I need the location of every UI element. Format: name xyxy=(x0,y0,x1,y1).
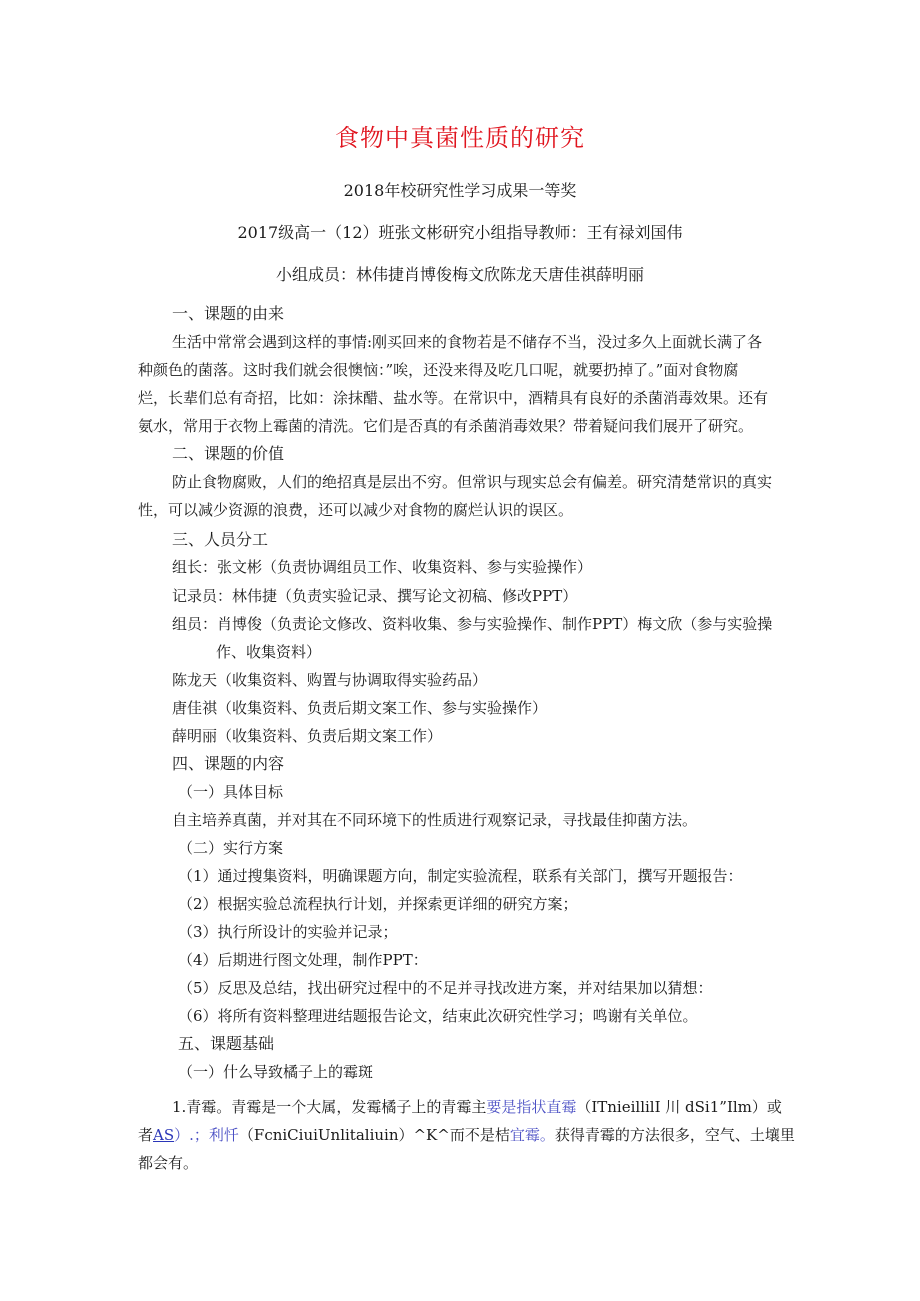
text-run: （ITnieillilI 川 dSi1”Ilm）或 xyxy=(576,1098,782,1116)
paragraph-line xyxy=(172,1097,782,1117)
role-tang: 唐佳祺（收集资料、负责后期文案工作、参与实验操作） xyxy=(172,699,548,717)
group-info-line: 2017级高一（12）班张文彬研究小组指导教师：王有禄刘国伟 xyxy=(237,223,683,242)
plan-step: （3）执行所设计的实验并记录； xyxy=(178,923,398,941)
hyperlink[interactable]: AS xyxy=(153,1126,175,1144)
members-line: 小组成员：林伟捷肖博俊梅文欣陈龙天唐佳祺薛明丽 xyxy=(275,265,644,284)
role-members-cont: 作、收集资料） xyxy=(216,643,322,661)
goal-text: 自主培养真菌，并对其在不同环境下的性质进行观察记录，寻找最佳抑菌方法。 xyxy=(172,811,698,829)
text-run: （FcniCiuiUnlitaliuin）^K^而不是桔 xyxy=(238,1126,510,1144)
paragraph-line: 种颜色的菌落。这时我们就会很懊恼：”唉，还没来得及吃几口呢，就要扔掉了。”面对食物腐 xyxy=(138,361,739,379)
subheading-goal: （一）具体目标 xyxy=(178,783,284,801)
highlighted-term: 宜霉。 xyxy=(509,1126,555,1144)
section-heading-division: 三、人员分工 xyxy=(172,530,269,549)
subheading-plan: （二）实行方案 xyxy=(178,839,284,857)
paragraph-line: 都会有。 xyxy=(138,1154,199,1172)
paragraph-line: 烂，长辈们总有奇招，比如：涂抹醋、盐水等。在常识中，酒精具有良好的杀菌消毒效果。还有 xyxy=(138,389,769,407)
section-heading-content: 四、课题的内容 xyxy=(172,754,285,773)
role-leader: 组长：张文彬（负责协调组员工作、收集资料、参与实验操作） xyxy=(172,558,593,576)
plan-step: （1）通过搜集资料，明确课题方向，制定实验流程，联系有关部门，撰写开题报告： xyxy=(178,867,743,885)
highlighted-term: 要是指状直霉 xyxy=(486,1098,577,1116)
plan-step: （5）反思及总结，找出研究过程中的不足并寻找改进方案，并对结果加以猜想： xyxy=(178,979,713,997)
highlighted-term: ）.；利忏 xyxy=(174,1126,239,1144)
section-heading-origin: 一、课题的由来 xyxy=(172,304,285,323)
paragraph-line: 氨水，常用于衣物上霉菌的清洗。它们是否真的有杀菌消毒效果？带着疑问我们展开了研究。 xyxy=(138,417,754,435)
role-xue: 薛明丽（收集资料、负责后期文案工作） xyxy=(172,727,443,745)
role-chen: 陈龙天（收集资料、购置与协调取得实验药品） xyxy=(172,671,488,689)
plan-step: （2）根据实验总流程执行计划，并探索更详细的研究方案； xyxy=(178,895,578,913)
subheading-mold-cause: （一）什么导致橘子上的霉斑 xyxy=(178,1063,374,1081)
role-members: 组员：肖博俊（负责论文修改、资料收集、参与实验操作、制作PPT）梅文欣（参与实验操 xyxy=(172,615,773,633)
award-line: 2018年校研究性学习成果一等奖 xyxy=(343,181,577,200)
plan-step: （6）将所有资料整理进结题报告论文，结束此次研究性学习；鸣谢有关单位。 xyxy=(178,1007,698,1025)
section-heading-value: 二、课题的价值 xyxy=(172,444,285,463)
role-recorder: 记录员：林伟捷（负责实验记录、撰写论文初稿、修改PPT） xyxy=(172,587,578,605)
text-run: 获得青霉的方法很多，空气、土壤里 xyxy=(554,1126,795,1144)
text-run: 者 xyxy=(138,1126,154,1144)
paragraph-line xyxy=(138,1125,795,1145)
paragraph-line: 防止食物腐败，人们的绝招真是层出不穷。但常识与现实总会有偏差。研究清楚常识的真实 xyxy=(172,473,773,491)
text-run: 1.青霉。青霉是一个大属，发霉橘子上的青霉主 xyxy=(172,1098,487,1116)
section-heading-basis: 五、课题基础 xyxy=(178,1034,275,1053)
plan-step: （4）后期进行图文处理，制作PPT： xyxy=(178,951,428,969)
paragraph-line: 生活中常常会遇到这样的事情:刚买回来的食物若是不储存不当，没过多久上面就长满了各 xyxy=(172,333,763,351)
page-title: 食物中真菌性质的研究 xyxy=(335,124,585,152)
paragraph-line: 性，可以减少资源的浪费，还可以减少对食物的腐烂认识的误区。 xyxy=(138,501,574,519)
